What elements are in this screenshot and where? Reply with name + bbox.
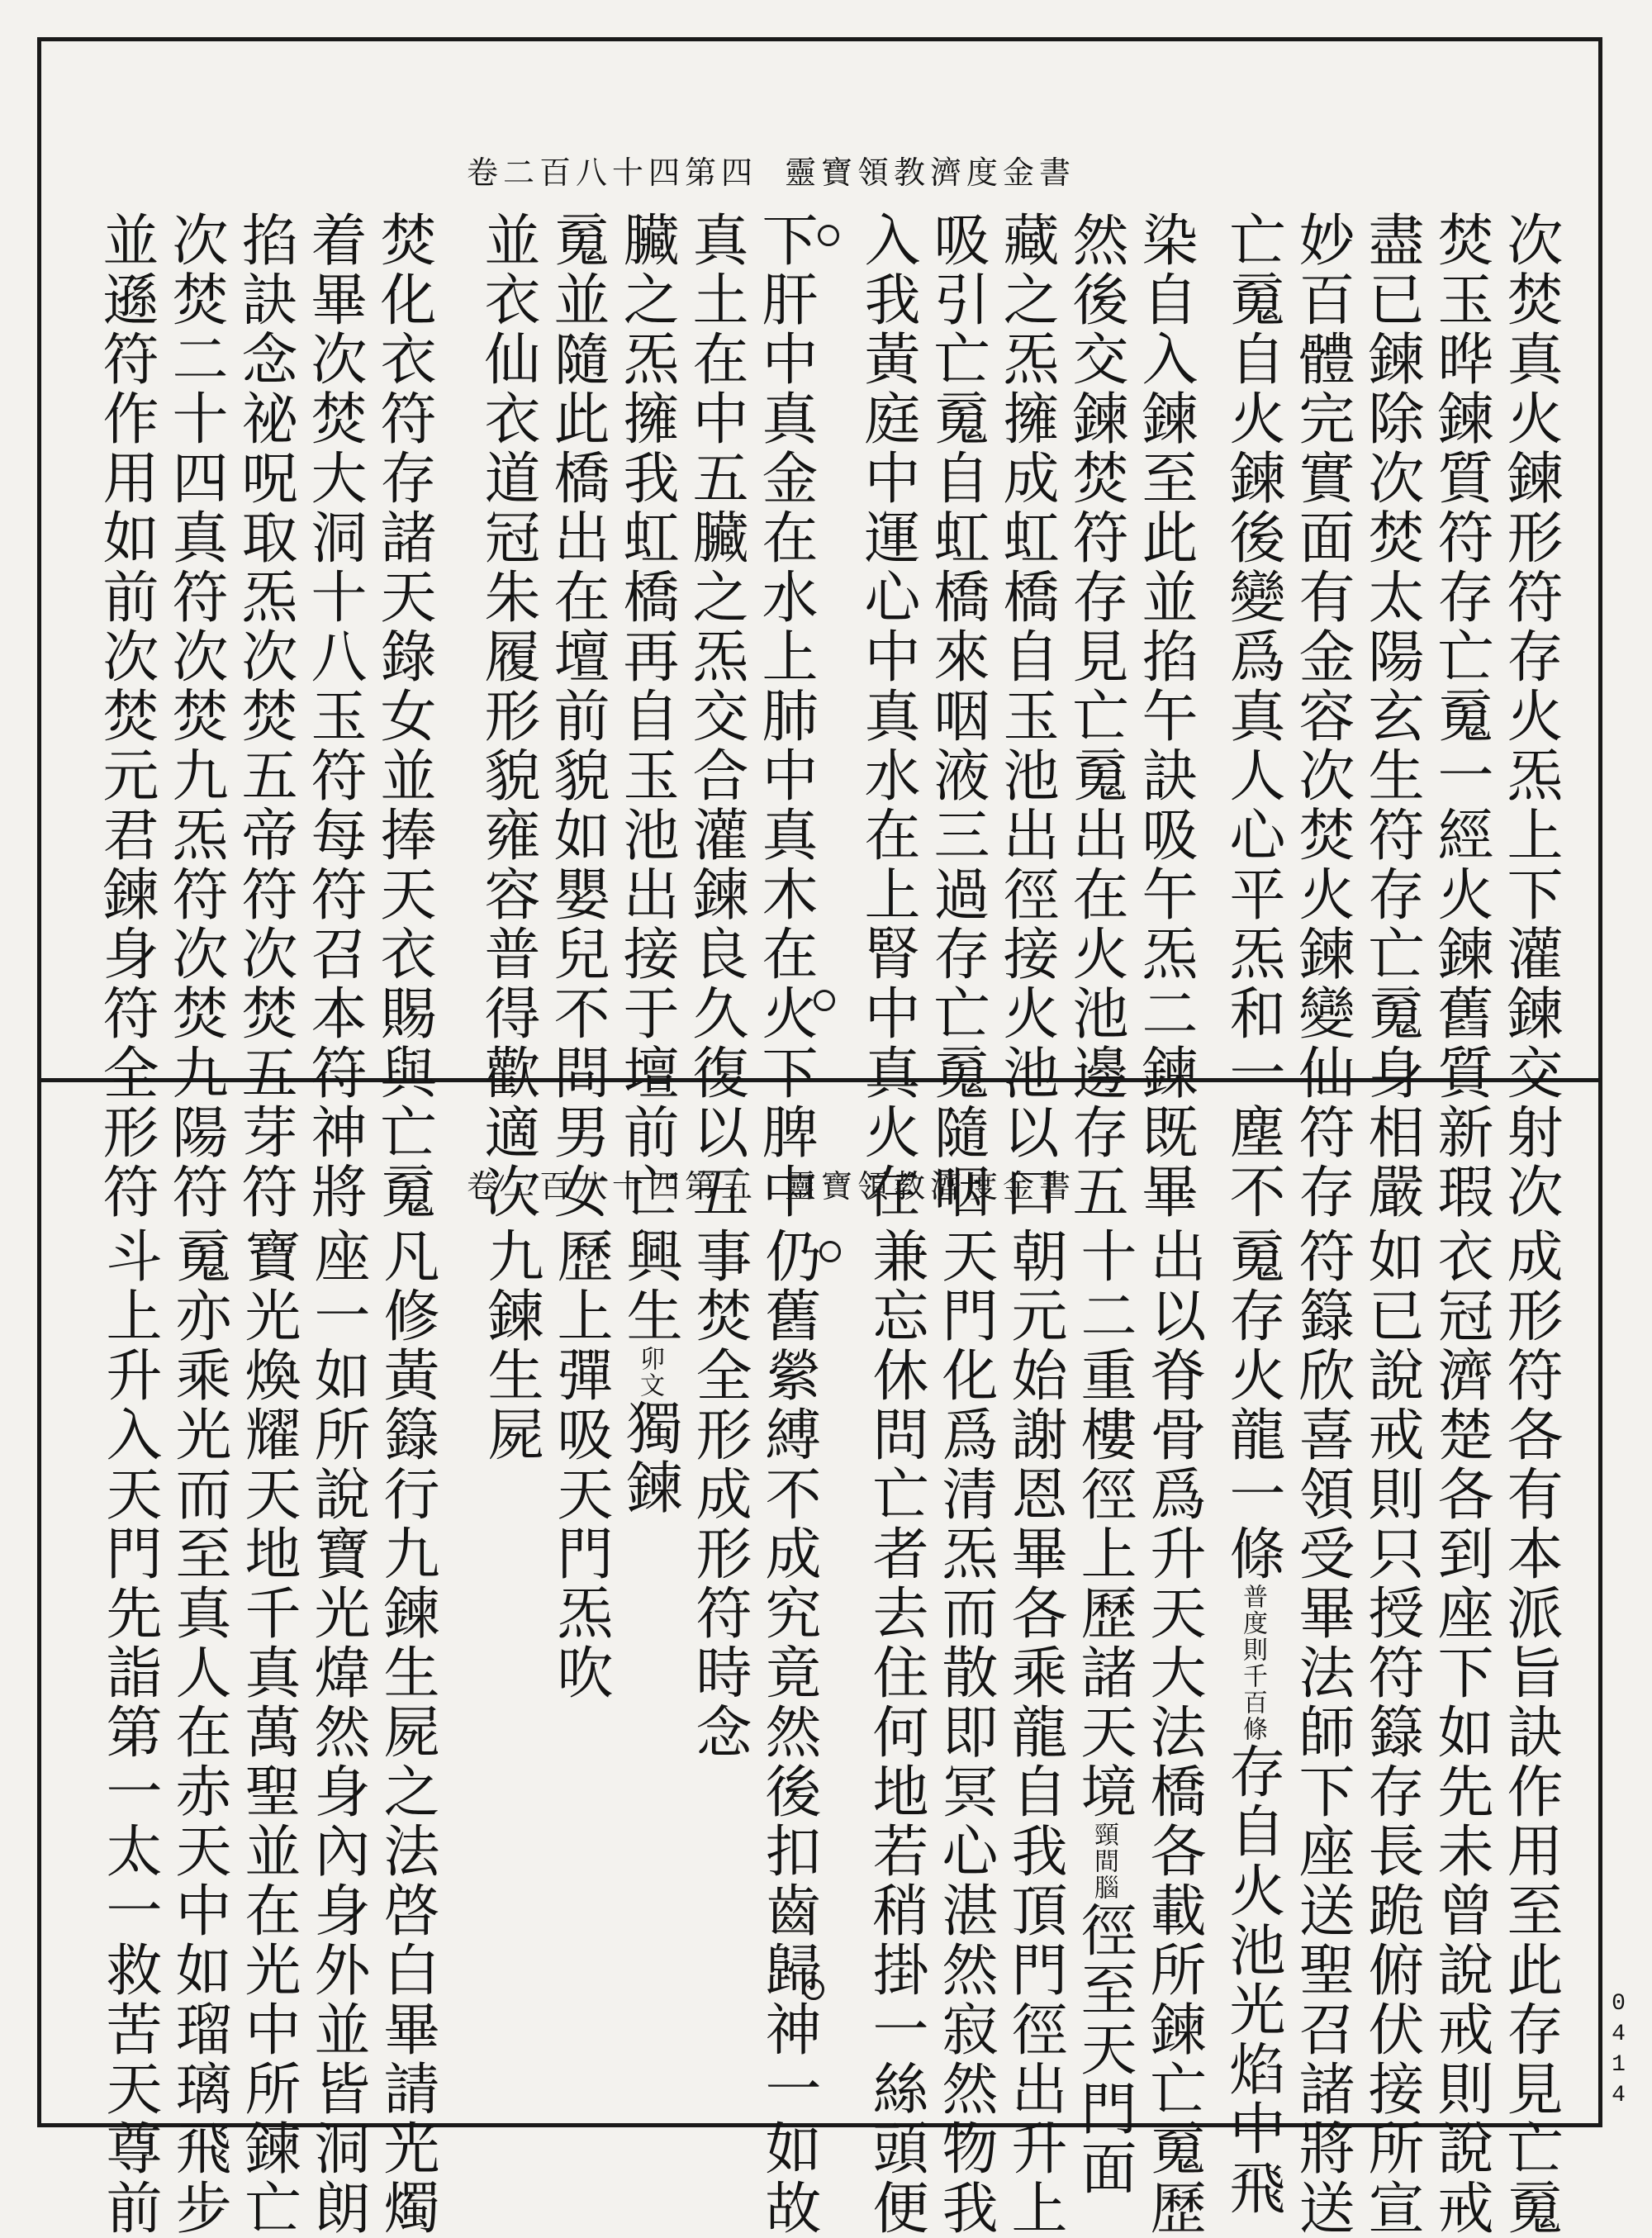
annotation-note: 普度則千百條 xyxy=(1238,1584,1267,1742)
bottom-column-12: 事焚全形成形符時念 xyxy=(686,1227,752,1762)
circle-mark xyxy=(819,1241,841,1262)
bottom-column-2: 衣冠濟楚各到座下如先未曾說戒則說戒 xyxy=(1428,1227,1493,2238)
top-column-9: 吸引亡䰟自虹橋來咽液三過存亡䰟隨咽 xyxy=(924,211,990,1222)
bottom-header-title: 靈寶領教濟度金書 xyxy=(785,1168,1076,1205)
bottom-column-13 xyxy=(617,1227,682,2103)
top-column-12: 真土在中五臟之炁交合灌鍊良久復以五 xyxy=(683,211,748,1222)
top-column-16: 焚化衣符存諸天錄女並捧天衣賜與亡䰟 xyxy=(371,211,436,1222)
bottom-column-14: 歷上彈吸天門炁吹 xyxy=(548,1227,613,1703)
bottom-column-17: 座一如所說寶光煒然身內身外並皆洞朗 xyxy=(305,1227,370,2238)
page-number: 0414 xyxy=(1606,1991,1631,2113)
bottom-column-6: 出以脊骨爲升天大法橋各載所鍊亡䰟歷 xyxy=(1141,1227,1206,2238)
column-text: 十二重樓徑上歷諸天境 xyxy=(1071,1227,1137,1822)
top-column-7: 然後交鍊焚符存見亡䰟出在火池邊存五 xyxy=(1063,211,1128,1222)
column-text: 䰟存火龍一條 xyxy=(1220,1227,1285,1584)
top-header-volume: 卷二百八十四第四 xyxy=(467,154,758,191)
bottom-column-8: 朝元始謝恩畢各乘龍自我頂門徑出升上 xyxy=(1002,1227,1067,2238)
top-column-5: 亡䰟自火鍊後變爲真人心平炁和一塵不 xyxy=(1220,211,1285,1222)
bottom-column-4: 符籙欣喜領受畢法師下座送聖召諸將送 xyxy=(1289,1227,1355,2238)
annotation-note: 頸間腦 xyxy=(1089,1822,1118,1901)
column-text: 興生 xyxy=(617,1227,682,1346)
top-column-6: 染自入鍊至此並掐午訣吸午炁二鍊既畢 xyxy=(1132,211,1198,1222)
bottom-column-9: 天門化爲清炁而散即冥心湛然寂然物我 xyxy=(933,1227,998,2238)
bottom-column-18: 寶光煥耀天地千真萬聖並在光中所鍊亡 xyxy=(235,1227,301,2238)
top-column-13: 臟之炁擁我虹橋再自玉池出接于壇前亡 xyxy=(614,211,679,1222)
bottom-column-19: 䰟亦乘光而至真人在赤天中如瑠璃飛步 xyxy=(166,1227,231,2238)
top-column-18: 掐訣念祕呪取炁次焚五帝符次焚五芽符 xyxy=(232,211,297,1222)
column-text: 存自火池光焰中飛 xyxy=(1220,1742,1285,2218)
bottom-column-7 xyxy=(1071,1227,1137,2198)
top-column-14: 䰟並隨此橋出在壇前貌如嬰兒不問男女 xyxy=(544,211,610,1222)
top-column-4: 妙百體完實面有金容次焚火鍊變仙符存 xyxy=(1289,211,1355,1222)
top-column-8: 藏之炁擁成虹橋自玉池出徑接火池以口 xyxy=(994,211,1059,1222)
column-text: 徑至天門面 xyxy=(1071,1901,1137,2198)
column-text: 獨鍊 xyxy=(617,1399,682,1518)
bottom-column-1: 成形符各有本派旨訣作用至此存見亡䰟 xyxy=(1498,1227,1563,2238)
bottom-column-10: 兼忘休問亡者去住何地若稍掛一絲頭便 xyxy=(863,1227,928,2238)
top-header-title: 靈寶領教濟度金書 xyxy=(785,154,1076,191)
top-column-3: 盡已鍊除次焚太陽玄生符存亡䰟身相嚴 xyxy=(1359,211,1424,1222)
top-column-15: 並衣仙衣道冠朱履形貌雍容普得歡適次 xyxy=(475,211,540,1222)
annotation-note: 卯文 xyxy=(635,1346,664,1399)
bottom-column-5 xyxy=(1220,1227,1285,2218)
top-column-2: 焚玉晔鍊質符存亡䰟一經火鍊舊質新瑕 xyxy=(1428,211,1493,1222)
bottom-column-15: 九鍊生屍 xyxy=(478,1227,544,1465)
bottom-column-16: 凡修黃籙行九鍊生屍之法啓白畢請光燭 xyxy=(374,1227,439,2238)
top-column-11: 下肝中真金在水上肺中真木在火下脾中 xyxy=(752,211,818,1222)
circle-mark xyxy=(818,225,839,246)
top-column-1: 次焚真火鍊形符存火炁上下灌鍊交射次 xyxy=(1498,211,1563,1222)
top-column-19: 次焚二十四真符次焚九炁符次焚九陽符 xyxy=(163,211,228,1222)
bottom-column-20: 斗上升入天門先詣第一太一救苦天尊前 xyxy=(97,1227,162,2238)
bottom-header-volume: 卷二百八十四第五 xyxy=(467,1168,758,1205)
top-column-10: 入我黃庭中運心中真水在上腎中真火在 xyxy=(855,211,920,1222)
top-column-20: 並遜符作用如前次焚元君鍊身符全形符 xyxy=(93,211,159,1222)
bottom-column-3: 如已說戒則只授符籙存長跪俯伏接所宣 xyxy=(1359,1227,1424,2238)
bottom-column-11: 仍舊縈縛不成究竟然後扣齒歸神一如故 xyxy=(756,1227,821,2238)
circle-mark xyxy=(814,990,835,1011)
top-column-17: 着畢次焚大洞十八玉符每符召本符神將 xyxy=(301,211,367,1222)
circle-mark xyxy=(803,1979,824,2000)
